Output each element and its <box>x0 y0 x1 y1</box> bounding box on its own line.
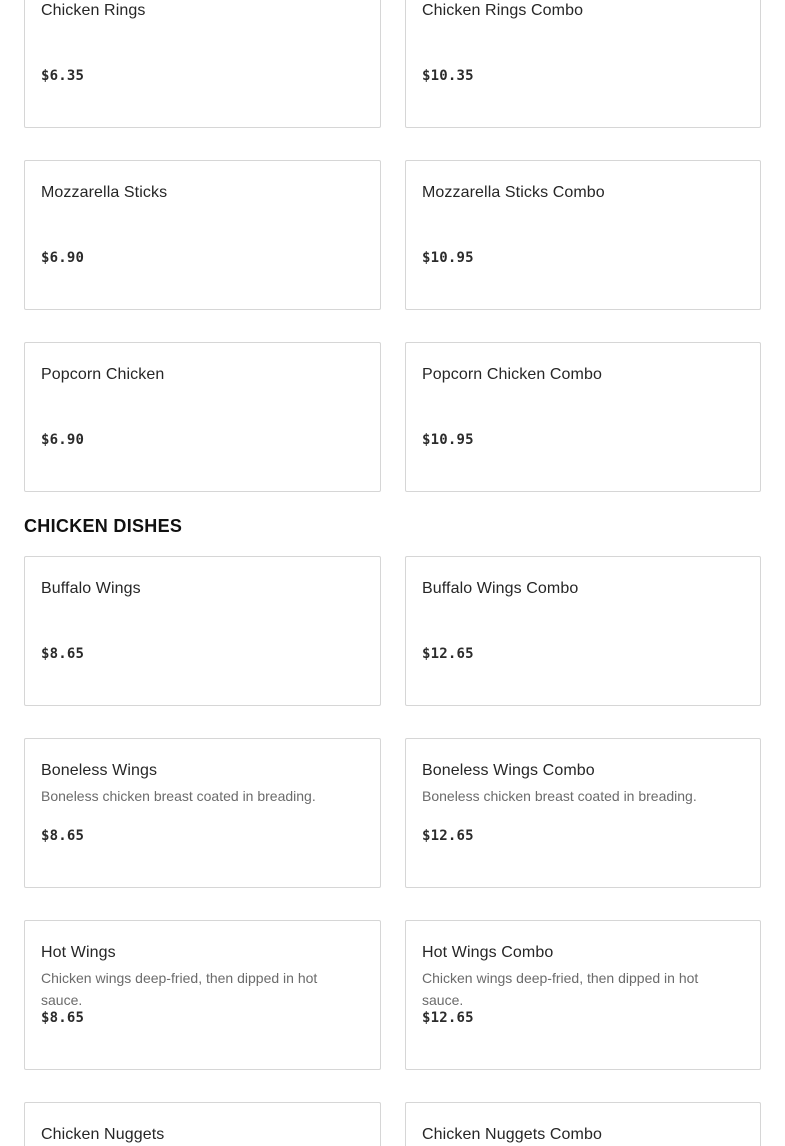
menu-item-card[interactable] <box>405 160 761 310</box>
section-title: CHICKEN DISHES <box>24 516 183 536</box>
menu-item-card[interactable] <box>405 0 761 128</box>
menu-item-card[interactable] <box>405 342 761 492</box>
item-name: Hot Wings <box>41 944 116 961</box>
menu-item-card[interactable] <box>24 342 381 492</box>
menu-item-card[interactable] <box>24 160 381 310</box>
item-name: Buffalo Wings Combo <box>422 580 579 597</box>
item-name: Chicken Nuggets Combo <box>422 1126 602 1143</box>
item-name: Chicken Nuggets <box>41 1126 165 1143</box>
item-price: $8.65 <box>41 1010 85 1026</box>
item-name: Chicken Rings Combo <box>422 2 584 19</box>
item-name: Buffalo Wings <box>41 580 141 597</box>
menu-item-card[interactable] <box>24 920 381 1070</box>
item-name: Hot Wings Combo <box>422 944 554 961</box>
item-name: Mozzarella Sticks Combo <box>422 184 605 201</box>
item-price: $6.90 <box>41 250 85 266</box>
menu-item-card[interactable] <box>24 738 381 888</box>
menu-item-card[interactable] <box>405 1102 761 1146</box>
item-price: $12.65 <box>422 1010 474 1026</box>
item-name: Chicken Rings <box>41 2 146 19</box>
item-price: $8.65 <box>41 828 85 844</box>
item-price: $6.90 <box>41 432 85 448</box>
item-price: $12.65 <box>422 646 474 662</box>
menu-item-card[interactable] <box>24 556 381 706</box>
menu-item-card[interactable] <box>405 556 761 706</box>
item-price: $12.65 <box>422 828 474 844</box>
item-name: Boneless Wings <box>41 762 158 779</box>
item-name: Mozzarella Sticks <box>41 184 168 201</box>
item-price: $8.65 <box>41 646 85 662</box>
item-price: $10.95 <box>422 250 474 266</box>
item-name: Boneless Wings Combo <box>422 762 595 779</box>
item-description: Chicken wings deep-fried, then dipped in hot sauce. <box>422 970 699 1008</box>
item-name: Popcorn Chicken <box>41 366 165 383</box>
item-price: $10.35 <box>422 68 474 84</box>
item-description: Boneless chicken breast coated in breading. <box>41 788 316 804</box>
menu-item-card[interactable] <box>405 920 761 1070</box>
item-price: $10.95 <box>422 432 474 448</box>
item-description: Boneless chicken breast coated in breading. <box>422 788 697 804</box>
menu-item-card[interactable] <box>24 0 381 128</box>
item-name: Popcorn Chicken Combo <box>422 366 602 383</box>
menu-item-card[interactable] <box>24 1102 381 1146</box>
menu-item-card[interactable] <box>405 738 761 888</box>
item-description: Chicken wings deep-fried, then dipped in hot sauce. <box>41 970 318 1008</box>
item-price: $6.35 <box>41 68 85 84</box>
